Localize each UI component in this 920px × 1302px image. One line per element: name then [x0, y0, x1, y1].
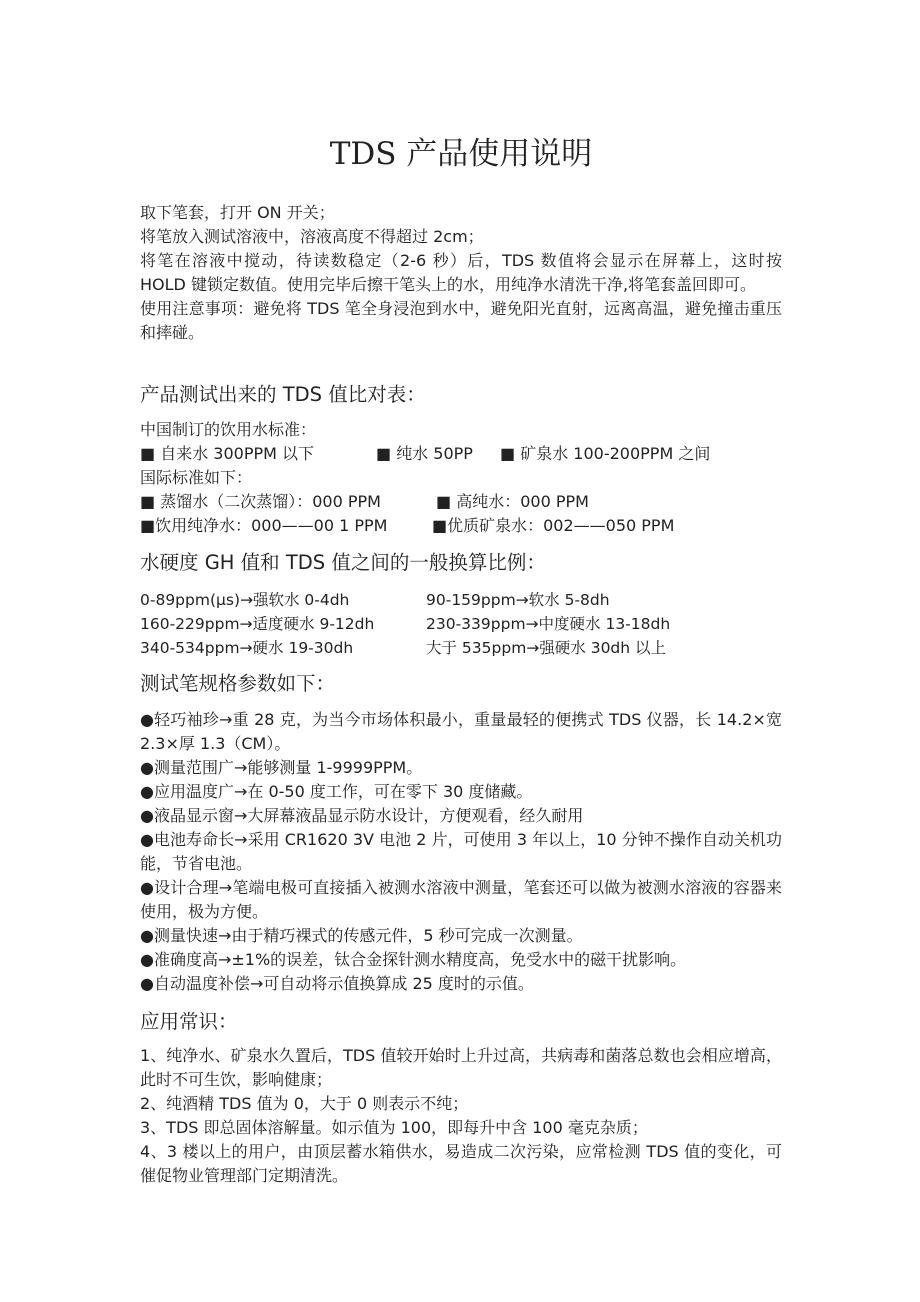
document-title: TDS 产品使用说明 [329, 136, 593, 172]
tds-comparison-heading: 产品测试出来的 TDS 值比对表： [140, 383, 426, 406]
intl-standard-label: 国际标准如下： [140, 468, 253, 487]
premium-mineral-water-standard: ■优质矿泉水：002——050 PPM [432, 516, 675, 535]
usage-precautions: 使用注意事项：避免将 TDS 笔全身浸泡到水中，避免阳光直射，远离高温，避免撞击重压和摔碰。 [140, 299, 782, 342]
instruction-step-2: 将笔放入测试溶液中，溶液高度不得超过 2cm； [140, 227, 484, 246]
tap-water-standard: ■ 自来水 300PPM 以下 [140, 444, 315, 463]
conversion-cell: 大于 535ppm→强硬水 30dh 以上 [426, 639, 667, 657]
conversion-cell: 160-229ppm→适度硬水 9-12dh [140, 615, 375, 633]
application-knowledge-heading: 应用常识： [140, 1010, 238, 1033]
hardness-conversion-table [140, 588, 782, 660]
instruction-step-3: 将笔在溶液中搅动，待读数稳定（2-6 秒）后，TDS 数值将会显示在屏幕上，这时按 HOLD 键锁定数值。使用完毕后擦干笔头上的水，用纯净水清洗干净,将笔套盖回即可。 [140, 251, 782, 294]
knowledge-item: 3、TDS 即总固体溶解量。如示值为 100，即每升中含 100 毫克杂质； [140, 1118, 648, 1137]
spec-item: ●测量快速→由于精巧裸式的传感元件，5 秒可完成一次测量。 [140, 926, 583, 945]
spec-item: ●设计合理→笔端电极可直接插入被测水溶液中测量，笔套还可以做为被测水溶液的容器来使用，极为方便。 [140, 878, 782, 921]
instruction-step-1: 取下笔套，打开 ON 开关； [140, 203, 335, 222]
conversion-cell: 340-534ppm→硬水 19-30dh [140, 639, 354, 657]
intl-standard-row [140, 514, 782, 538]
distilled-water-standard: ■ 蒸馏水（二次蒸馏）：000 PPM [140, 492, 381, 511]
intl-standard-row [140, 490, 782, 514]
spec-item: ●液晶显示窗→大屏幕液晶显示防水设计，方便观看，经久耐用 [140, 806, 584, 825]
china-standard-label: 中国制订的饮用水标准： [140, 420, 317, 439]
hardness-conversion-heading: 水硬度 GH 值和 TDS 值之间的一般换算比例： [140, 551, 546, 574]
spec-item: ●自动温度补偿→可自动将示值换算成 25 度时的示值。 [140, 974, 534, 993]
drinking-pure-water-standard: ■饮用纯净水：000——00 1 PPM [140, 516, 388, 535]
mineral-water-standard: ■ 矿泉水 100-200PPM 之间 [500, 444, 711, 463]
high-purity-water-standard: ■ 高纯水：000 PPM [436, 492, 589, 511]
pure-water-standard: ■ 纯水 50PP [376, 444, 473, 463]
spec-item: ●测量范围广→能够测量 1-9999PPM。 [140, 758, 423, 777]
conversion-row [140, 612, 782, 636]
spec-item: ●应用温度广→在 0-50 度工作，可在零下 30 度储藏。 [140, 782, 533, 801]
application-knowledge-list [140, 1044, 782, 1188]
spec-heading: 测试笔规格参数如下： [140, 672, 336, 695]
spec-item: ●准确度高→±1%的误差，钛合金探针测水精度高，免受水中的磁干扰影响。 [140, 950, 687, 969]
knowledge-item: 2、纯酒精 TDS 值为 0，大于 0 则表示不纯； [140, 1094, 469, 1113]
knowledge-item: 4、3 楼以上的用户，由顶层蓄水箱供水，易造成二次污染，应常检测 TDS 值的变化，可催促物业管理部门定期清洗。 [140, 1142, 782, 1185]
conversion-cell: 90-159ppm→软水 5-8dh [426, 591, 610, 609]
usage-instructions [140, 201, 782, 345]
spec-item: ●电池寿命长→采用 CR1620 3V 电池 2 片，可使用 3 年以上，10 分钟不操作自动关机功能，节省电池。 [140, 830, 782, 873]
conversion-cell: 230-339ppm→中度硬水 13-18dh [426, 615, 671, 633]
conversion-row [140, 636, 782, 660]
china-standard-row [140, 442, 782, 466]
spec-list [140, 708, 782, 996]
conversion-cell: 0-89ppm(μs)→强软水 0-4dh [140, 591, 350, 609]
conversion-row [140, 588, 782, 612]
knowledge-item: 1、纯净水、矿泉水久置后，TDS 值较开始时上升过高，共病毒和菌落总数也会相应增高，此时不可生饮，影响健康； [140, 1046, 782, 1089]
tds-standards [140, 418, 782, 538]
spec-item: ●轻巧袖珍→重 28 克，为当今市场体积最小，重量最轻的便携式 TDS 仪器，长 14.2×宽 2.3×厚 1.3（CM）。 [140, 710, 782, 753]
